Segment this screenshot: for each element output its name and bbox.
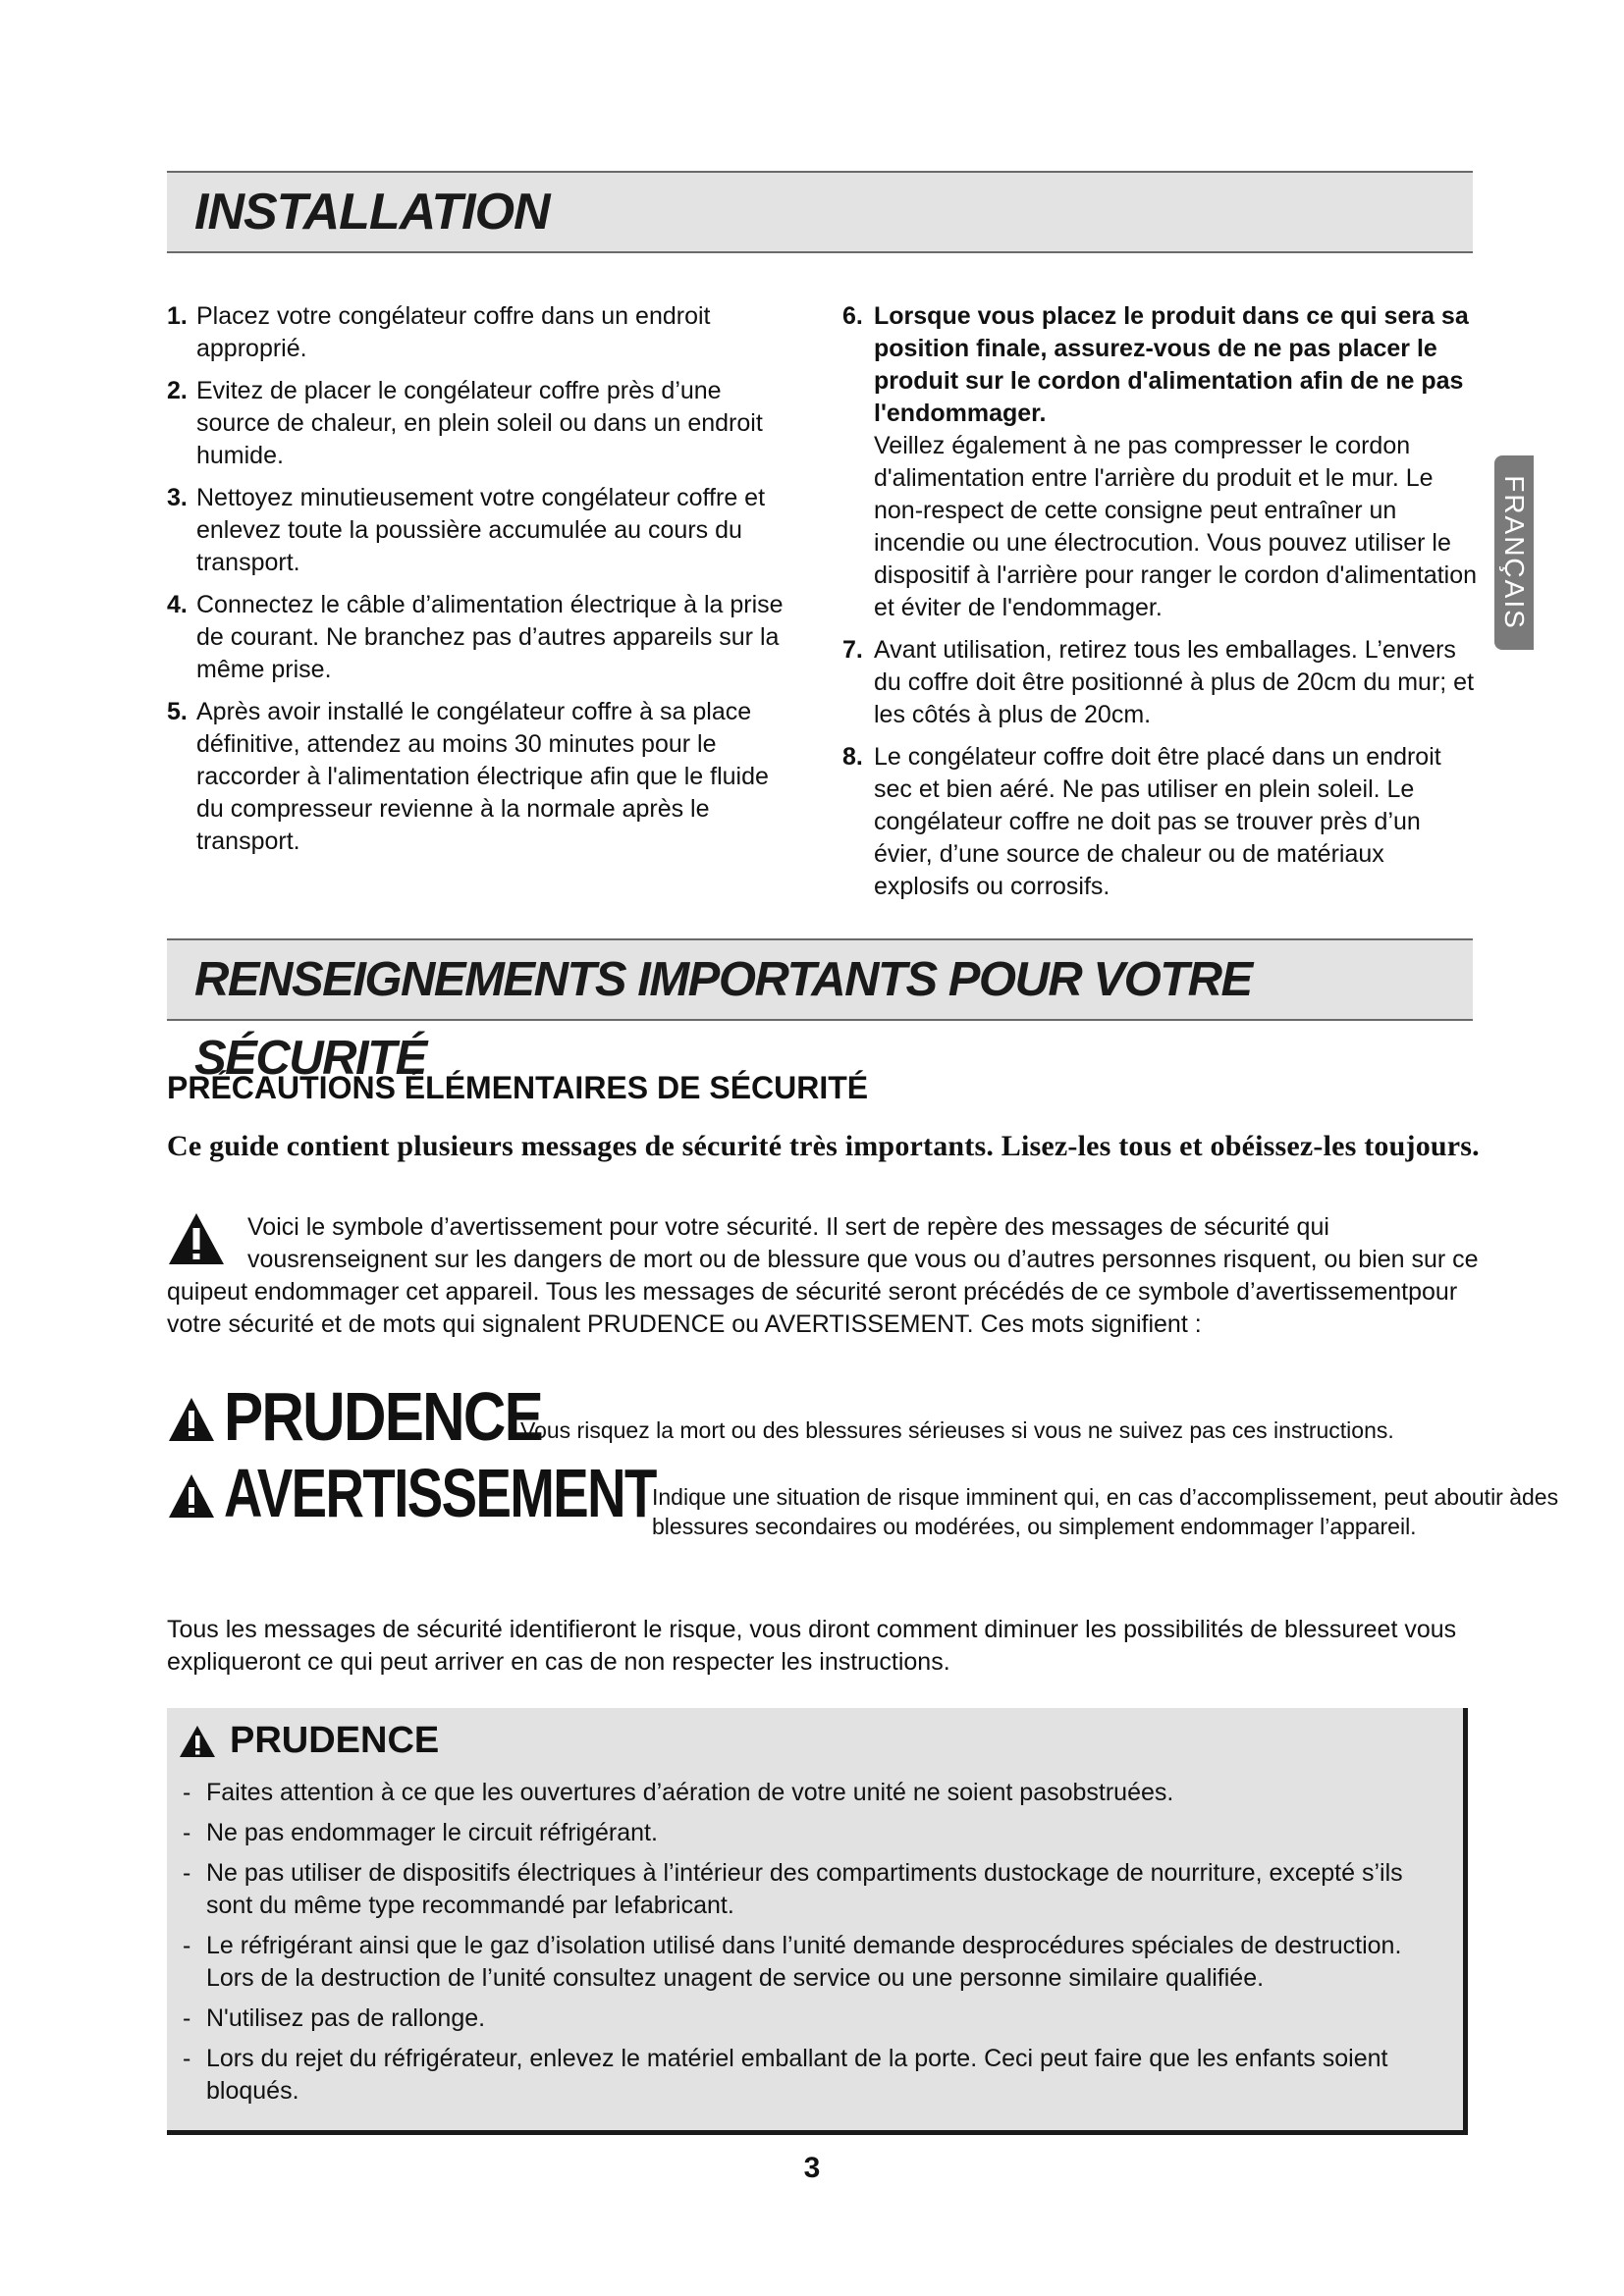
list-item: 4. Connectez le câble d’alimentation électrique à la prise de courant. Ne branchez pas d’autres appareils sur la même prise. — [167, 591, 784, 683]
avertissement-word: AVERTISSEMENT — [224, 1455, 656, 1531]
safety-banner — [167, 938, 1473, 1085]
language-tab-label: FRANÇAIS — [1499, 475, 1530, 630]
avertissement-description: Indique une situation de risque imminent qui, en cas d’accomplissement, peut aboutir àdes blessures secondaires ou modérées, ou simplement endommager l’appareil. — [652, 1484, 1559, 1539]
installation-right-column — [842, 300, 1481, 913]
step6-text: Veillez également à ne pas compresser le cordon d'alimentation entre l'arrière du produit et le mur. Le non-respect de cette consigne peut entraîner un incendie ou une électrocution. Vous pouvez utiliser le dispositif à l'arrière pour ranger le cordon d'alimentation et éviter de l'endommager. — [874, 432, 1478, 621]
list-item: 5. Après avoir installé le congélateur coffre à sa place définitive, attendez au moins 30 minutes pour le raccorder à l'alimentation électrique afin que le fluide du compresseur revienne à la normale après le transport. — [167, 698, 769, 855]
installation-left-column — [167, 300, 795, 868]
list-item: - Ne pas utiliser de dispositifs électriques à l’intérieur des compartiments dustockage de nourriture, excepté s’ils sont du même type recommandé par lefabricant. — [179, 1857, 1455, 1922]
list-item: 3. Nettoyez minutieusement votre congélateur coffre et enlevez toute la poussière accumulée au cours du transport. — [167, 484, 766, 576]
caution-box-title: PRUDENCE — [179, 1720, 439, 1762]
all-messages-text: Tous les messages de sécurité identifieront le risque, vous diront comment diminuer les possibilités de blessureet vous expliqueront ce qui peut arriver en cas de non respecter les instructions. — [167, 1616, 1457, 1676]
list-item: - Le réfrigérant ainsi que le gaz d’isolation utilisé dans l’unité demande desprocédures spéciales de destruction. Lors de la destruction de l’unité consultez unagent de service ou une personne similaire qualifiée. — [179, 1930, 1455, 1995]
caution-box — [167, 1708, 1468, 2135]
prudence-description: Vous risquez la mort ou des blessures sérieuses si vous ne suivez pas ces instructions. — [520, 1417, 1394, 1443]
list-item: 8. Le congélateur coffre doit être placé dans un endroit sec et bien aéré. Ne pas utiliser en plein soleil. Le congélateur coffre ne doit pas se trouver près d’un évier, d’une source de chaleur ou de matériaux explosifs ou corrosifs. — [842, 743, 1441, 900]
warning-triangle-icon — [167, 1396, 216, 1443]
list-item: - Faites attention à ce que les ouvertures d’aération de votre unité ne soient pasobstruées. — [179, 1777, 1455, 1809]
precautions-heading: PRÉCAUTIONS ÉLÉMENTAIRES DE SÉCURITÉ — [167, 1070, 869, 1105]
prudence-word: PRUDENCE — [224, 1378, 543, 1455]
warning-triangle-icon — [179, 1725, 216, 1758]
list-item: - Lors du rejet du réfrigérateur, enlevez le matériel emballant de la porte. Ceci peut faire que les enfants soient bloqués. — [179, 2043, 1455, 2108]
list-item: - Ne pas endommager le circuit réfrigérant. — [179, 1817, 1455, 1849]
list-item: 7. Avant utilisation, retirez tous les emballages. L’envers du coffre doit être positionné à plus de 20cm du mur; et les côtés à plus de 20cm. — [842, 636, 1475, 728]
warning-triangle-icon — [167, 1472, 216, 1520]
guide-intro: Ce guide contient plusieurs messages de sécurité très importants. Lisez-les tous et obéissez-les toujours. — [167, 1130, 1480, 1162]
installation-banner — [167, 171, 1473, 253]
symbol-paragraph — [167, 1211, 1483, 1341]
page-number: 3 — [803, 2152, 821, 2184]
list-item: 1. Placez votre congélateur coffre dans un endroit approprié. — [167, 302, 711, 362]
language-tab — [1494, 455, 1534, 650]
symbol-text: Voici le symbole d’avertissement pour votre sécurité. Il sert de repère des messages de sécurité qui vousrenseignent sur les dangers de mort ou de blessure que vous ou d’autres personnes risquent, ou bien sur ce quipeut endommager cet appareil. Tous les messages de sécurité seront précédés de ce symbole d’avertissementpour votre sécurité et de mots qui signalent PRUDENCE ou AVERTISSEMENT. Ces mots signifient : — [167, 1213, 1479, 1338]
warning-triangle-icon — [167, 1211, 226, 1266]
list-item: 2. Evitez de placer le congélateur coffre près d’une source de chaleur, en plein soleil ou dans un endroit humide. — [167, 377, 763, 469]
list-item: - N'utilisez pas de rallonge. — [179, 2002, 1455, 2035]
installation-title: INSTALLATION — [194, 184, 550, 240]
list-item: 6. Lorsque vous placez le produit dans ce qui sera sa position finale, assurez-vous de ne pas placer le produit sur le cordon d'alimentation afin de ne pas l'endommager. Veillez également à ne pas compresser le cordon d'alimentation entre l'arrière du produit et le mur. Le non-respect de cette consigne peut entraîner un incendie ou une électrocution. Vous pouvez utiliser le dispositif à l'arrière pour ranger le cordon d'alimentation et éviter de l'endommager. — [842, 300, 1481, 624]
safety-title: RENSEIGNEMENTS IMPORTANTS POUR VOTRE SÉCURITÉ — [194, 953, 1252, 1085]
step6-bold-text: Lorsque vous placez le produit dans ce qui sera sa position finale, assurez-vous de ne pas placer le produit sur le cordon d'alimentation afin de ne pas l'endommager. — [874, 302, 1469, 427]
